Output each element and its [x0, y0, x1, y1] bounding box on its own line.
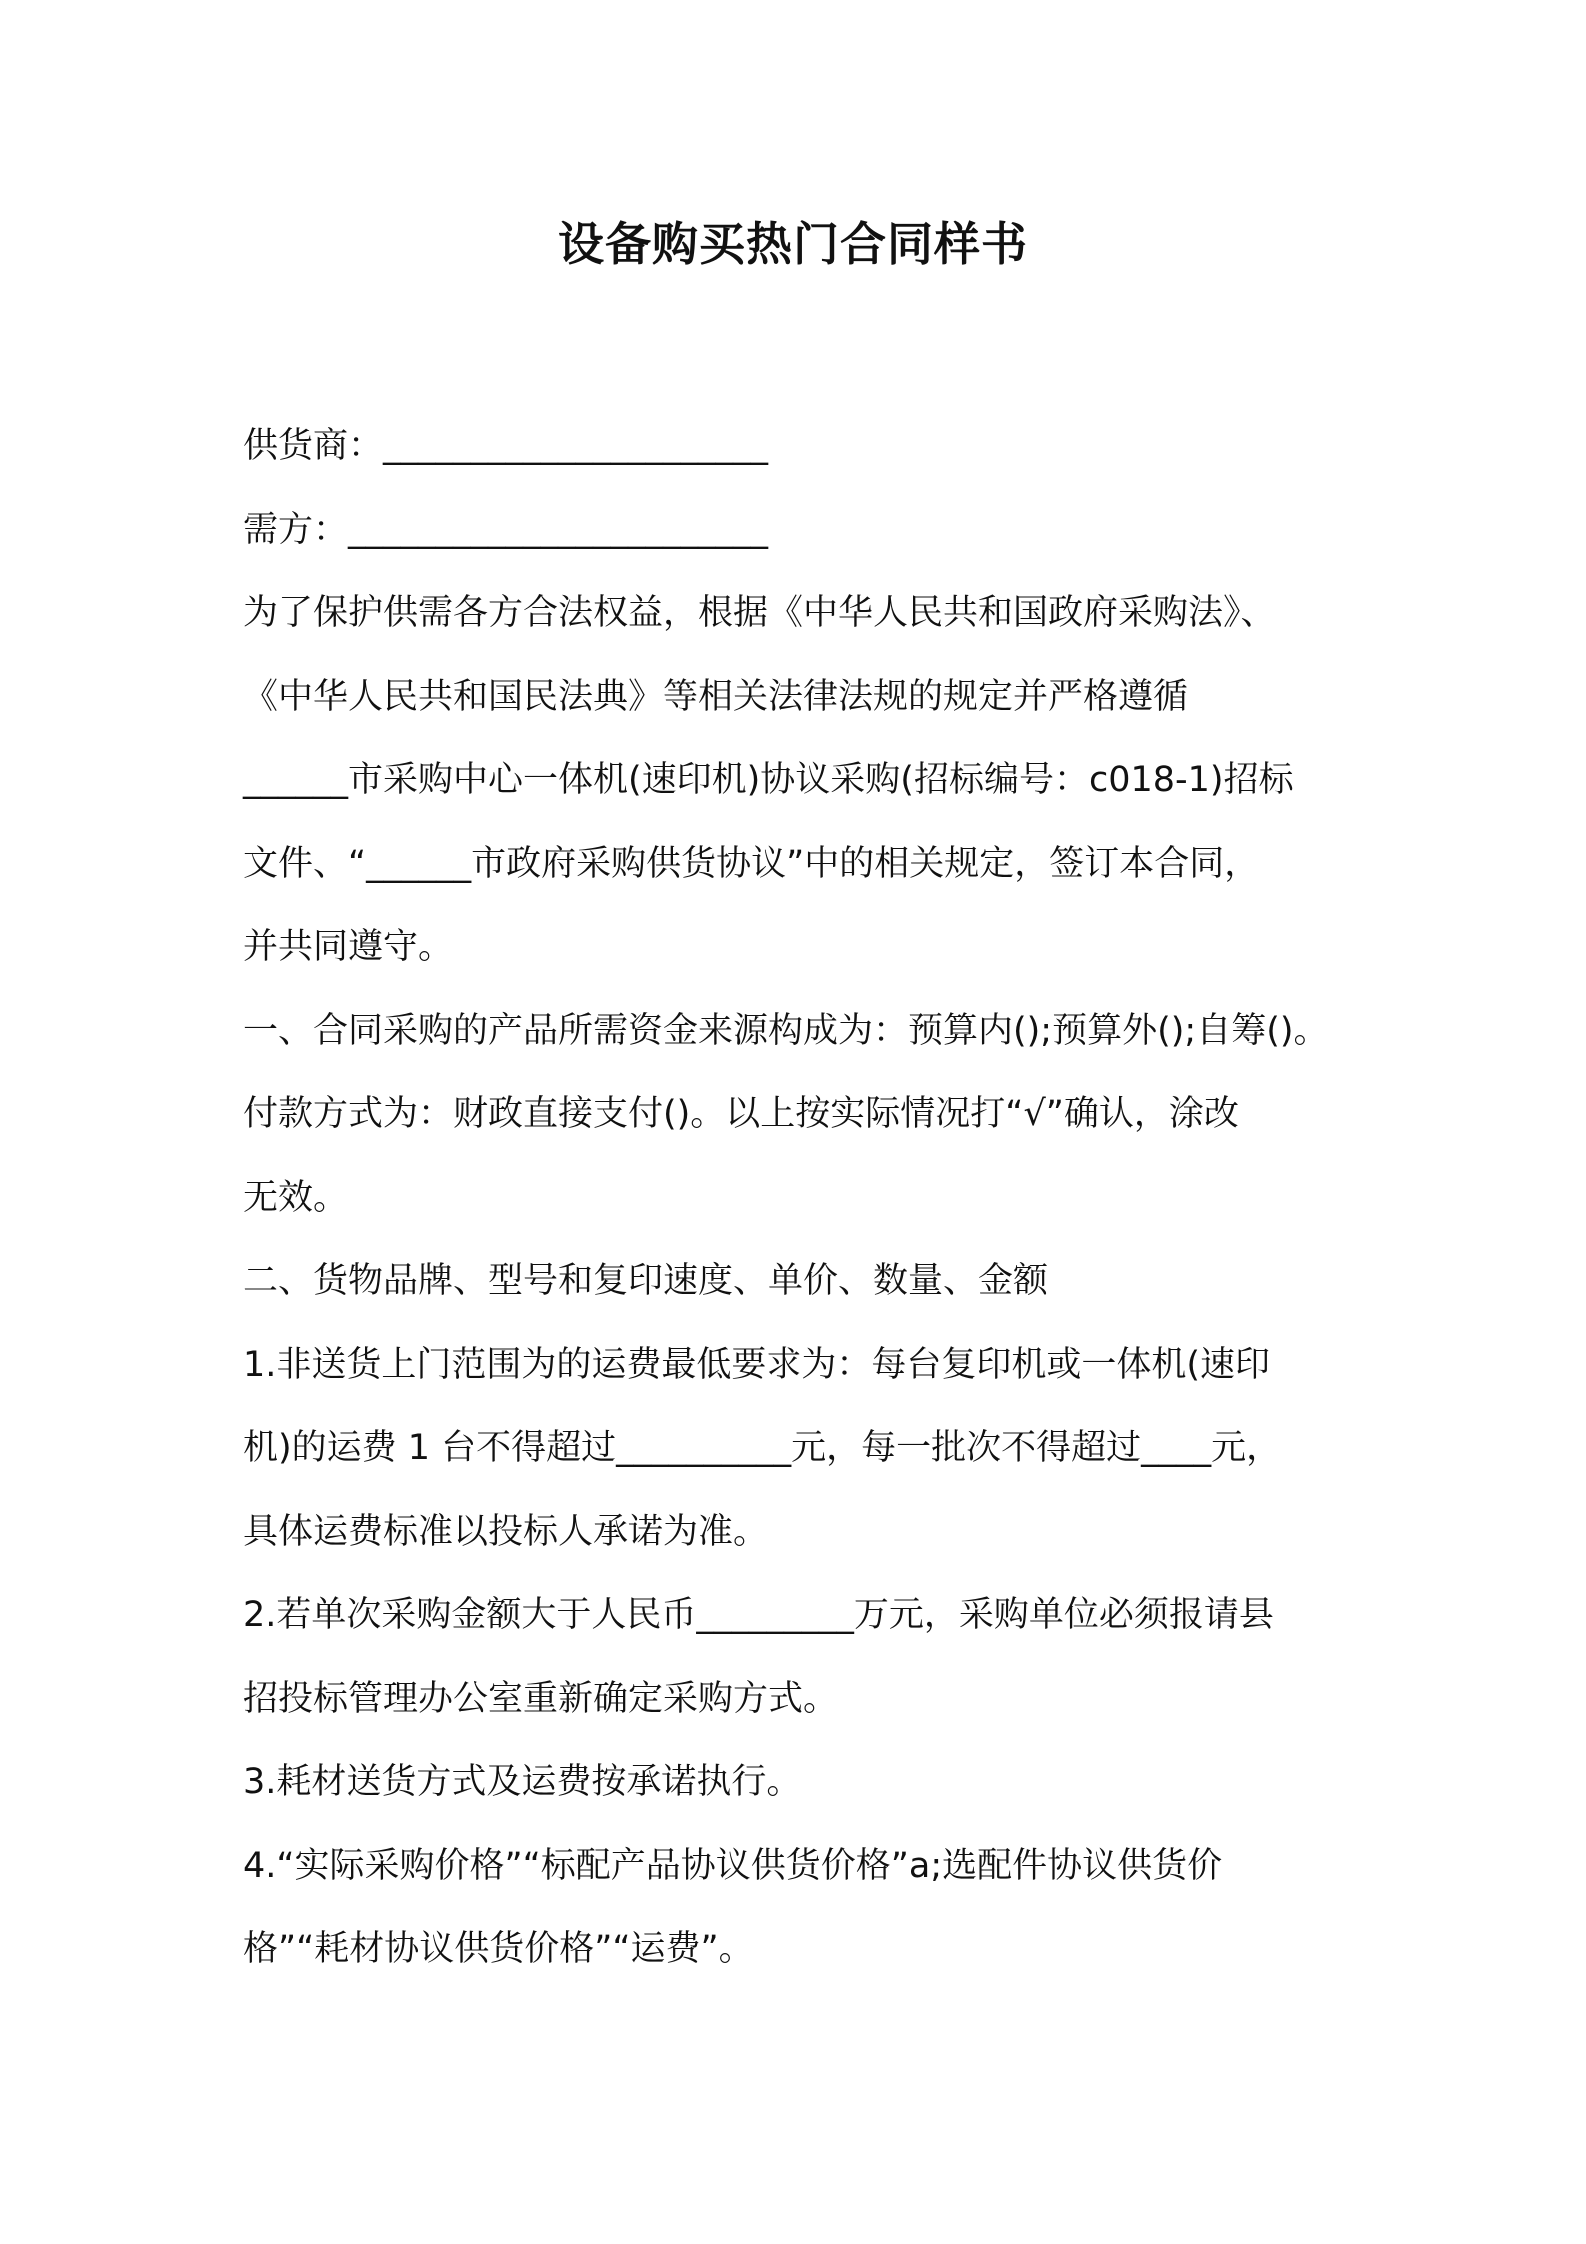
body-text-line: 具体运费标准以投标人承诺为准。: [243, 1511, 769, 1552]
body-text-line: 付款方式为：财政直接支付()。以上按实际情况打“√”确认，涂改: [243, 1094, 1239, 1134]
clause-1-line: 1.非送货上门范围为的运费最低要求为：每台复印机或一体机(速印: [243, 1344, 1271, 1385]
document-title: 设备购买热门合同样书: [558, 217, 1028, 271]
body-text-line: 机)的运费 1 台不得超过__________元，每一批次不得超过____元，: [243, 1428, 1282, 1468]
section-two-heading: 二、货物品牌、型号和复印速度、单价、数量、金额: [243, 1261, 1049, 1301]
document-body: [243, 405, 1353, 1992]
buyer-line: 需方：________________________: [243, 509, 769, 550]
body-text-line: 无效。: [243, 1177, 349, 1218]
body-text-line: 招投标管理办公室重新确定采购方式。: [243, 1678, 839, 1719]
body-text-line: ______市采购中心一体机(速印机)协议采购(招标编号：c018-1)招标: [243, 760, 1294, 800]
supplier-line: 供货商：______________________: [243, 426, 769, 466]
body-text-line: 《中华人民共和国民法典》等相关法律法规的规定并严格遵循: [243, 676, 1189, 717]
section-one-line: 一、合同采购的产品所需资金来源构成为：预算内();预算外();自筹()。: [243, 1010, 1329, 1051]
clause-4-line: 4.“实际采购价格”“标配产品协议供货价格”a;选配件协议供货价: [243, 1845, 1223, 1886]
body-text-line: 文件、“______市政府采购供货协议”中的相关规定，签订本合同，: [243, 843, 1260, 884]
body-text-line: 格”“耗材协议供货价格”“运费”。: [243, 1929, 754, 1969]
clause-3-line: 3.耗材送货方式及运费按承诺执行。: [243, 1762, 802, 1802]
body-text-line: 并共同遵守。: [243, 927, 454, 967]
clause-2-line: 2.若单次采购金额大于人民币_________万元，采购单位必须报请县: [243, 1595, 1274, 1635]
body-text-line: 为了保护供需各方合法权益，根据《中华人民共和国政府采购法》、: [243, 593, 1276, 633]
